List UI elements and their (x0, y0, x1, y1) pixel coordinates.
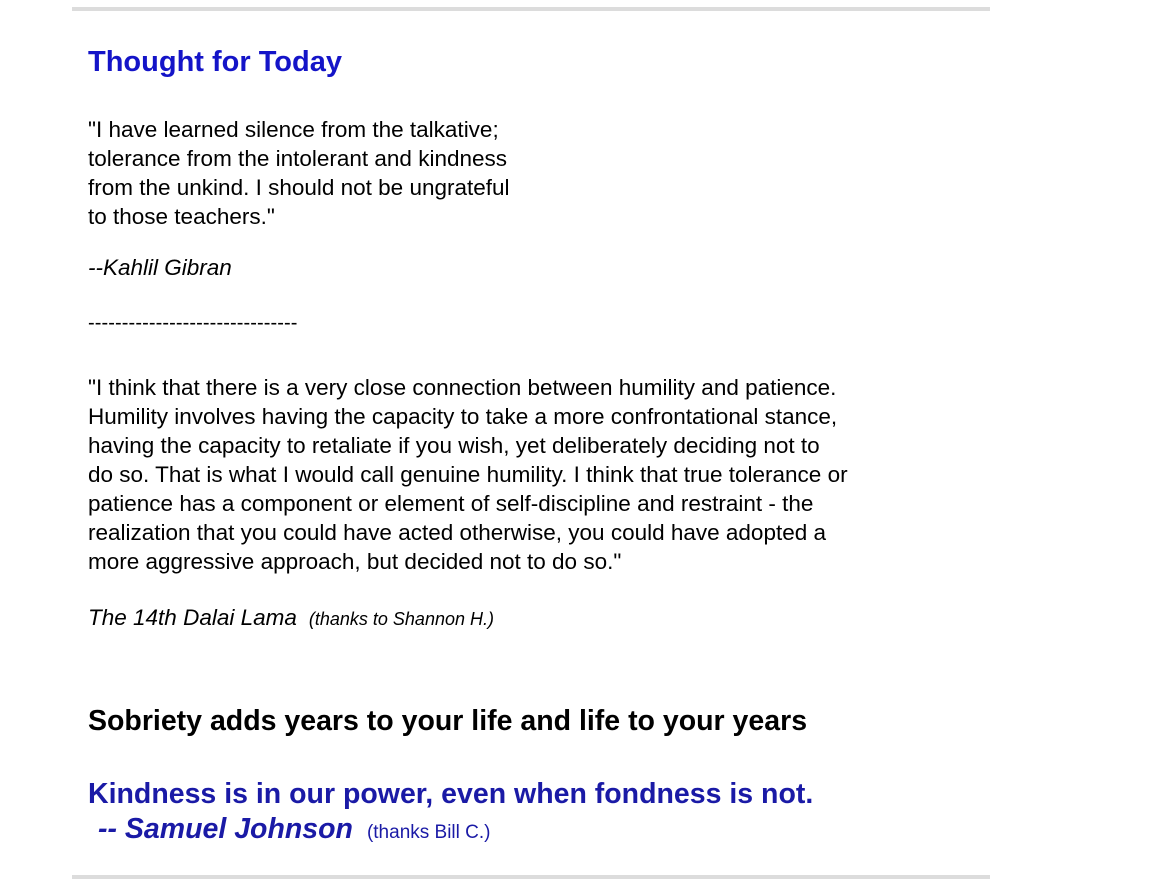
quote-line: more aggressive approach, but decided not to do so." (88, 549, 622, 574)
page-title: Thought for Today (88, 46, 342, 78)
quote-line: tolerance from the intolerant and kindness (88, 146, 507, 171)
dalai-lama-quote (88, 373, 848, 576)
johnson-thanks: (thanks Bill C.) (366, 822, 491, 843)
dalai-lama-attribution (88, 604, 494, 633)
gibran-quote (88, 115, 510, 231)
quote-line: to those teachers." (88, 204, 275, 229)
quote-line: Humility involves having the capacity to take a more confrontational stance, (88, 404, 838, 429)
quote-line: realization that you could have acted otherwise, you could have adopted a (88, 520, 826, 545)
top-horizontal-rule (72, 7, 990, 11)
johnson-author: -- Samuel Johnson (98, 813, 353, 845)
dalai-lama-author: The 14th Dalai Lama (88, 605, 297, 630)
quote-line: having the capacity to retaliate if you wish, yet deliberately deciding not to (88, 433, 820, 458)
quote-line: "I have learned silence from the talkative; (88, 117, 499, 142)
dalai-lama-thanks: (thanks to Shannon H.) (308, 609, 494, 629)
quote-line: do so. That is what I would call genuine humility. I think that true tolerance or (88, 462, 848, 487)
quote-line: "I think that there is a very close connection between humility and patience. (88, 375, 837, 400)
bottom-horizontal-rule (72, 875, 990, 879)
quote-line: patience has a component or element of self-discipline and restraint - the (88, 491, 814, 516)
gibran-attribution: --Kahlil Gibran (88, 255, 232, 280)
quote-line: from the unkind. I should not be ungrateful (88, 175, 510, 200)
johnson-attribution (98, 811, 490, 851)
kindness-quote: Kindness is in our power, even when fondness is not. (88, 778, 814, 810)
text-divider: ------------------------------- (88, 312, 298, 334)
sobriety-slogan: Sobriety adds years to your life and life to your years (88, 705, 808, 737)
